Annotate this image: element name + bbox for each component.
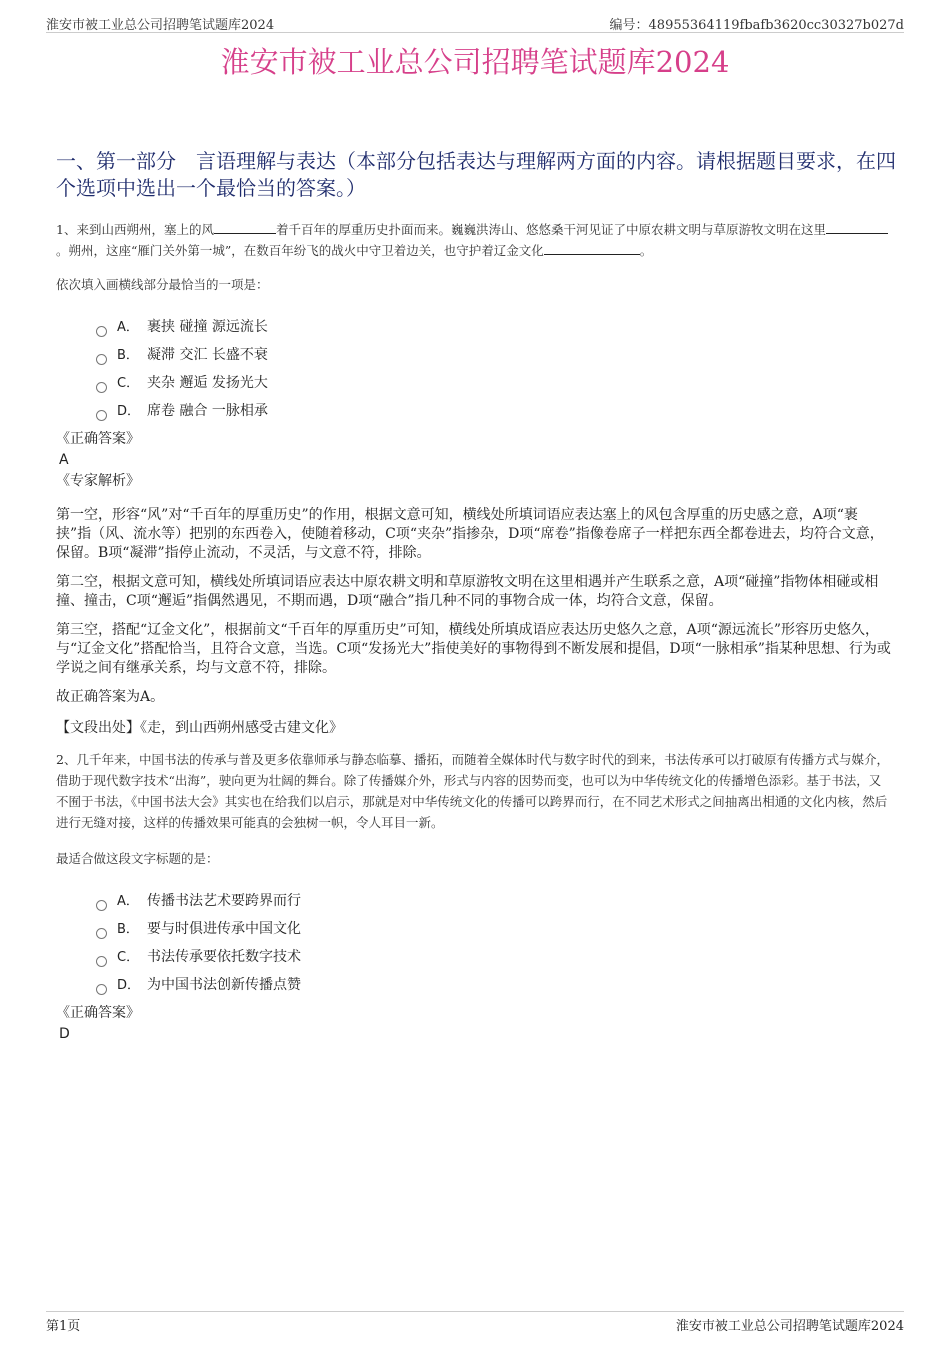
option-a[interactable] (96, 887, 892, 915)
correct-answer-label: 《正确答案》 (56, 1005, 140, 1021)
radio-icon[interactable] (96, 984, 107, 995)
option-text: 席卷 融合 一脉相承 (147, 403, 268, 419)
page-footer (46, 1311, 904, 1334)
radio-icon[interactable] (96, 956, 107, 967)
question-2-options (96, 887, 892, 999)
option-text: 凝滞 交汇 长盛不衰 (147, 347, 268, 363)
analysis-paragraph: 第二空，根据文意可知，横线处所填词语应表达中原农耕文明和草原游牧文明在这里相遇并产生联系之意，A项“碰撞”指物体相碰或相撞、撞击，C项“邂逅”指偶然遇见，不期而遇，D项“融合”指几种不同的事物合成一体，均符合文意，保留。 (56, 574, 879, 609)
option-text: 夹杂 邂逅 发扬光大 (147, 375, 268, 391)
option-text: 要与时俱进传承中国文化 (147, 921, 301, 937)
option-letter: B． (117, 922, 139, 937)
page-title: 淮安巿被工业总公司招聘笔试题库2024 (220, 45, 730, 79)
radio-icon[interactable] (96, 928, 107, 939)
passage-source: 【文段出处】《走，到山西朔州感受古建文化》 (56, 720, 343, 736)
question-2-prompt: 最适合做这段文字标题的是： (56, 851, 219, 866)
header-title: 淮安巿被工业总公司招聘笔试题库2024 (46, 18, 275, 33)
radio-icon[interactable] (96, 900, 107, 911)
page-header (46, 14, 904, 33)
fill-blank-1 (214, 219, 276, 234)
option-text: 书法传承要依托数字技术 (147, 949, 301, 965)
fill-blank-3 (544, 240, 640, 255)
q1-text-part: 。 (639, 243, 653, 258)
option-letter: B． (117, 348, 139, 363)
correct-answer: A (59, 452, 69, 468)
document-number: 编号：48955364119fbafb3620cc30327b027d (609, 18, 904, 33)
question-2-text: 2、几千年来，中国书法的传承与普及更多依靠师承与静态临摹、播拓，而随着全媒体时代与数字时代的到来，书法传承可以打破原有传播方式与媒介，借助于现代数字技术“出海”，驶向更为壮阔的舞台。除了传播媒介外，形式与内容的因势而变，也可以为中华传统文化的传播增色添彩。基于书法，又不囿于书法，《中国书法大会》其实也在给我们以启示，那就是对中华传统文化的传播可以跨界而行，在不同艺术形式之间抽离出相通的文化内核，然后进行无缝对接，这样的传播效果可能真的会独树一帜，令人耳目一新。 (56, 752, 889, 830)
correct-answer-label: 《正确答案》 (56, 431, 140, 447)
radio-icon[interactable] (96, 354, 107, 365)
radio-icon[interactable] (96, 326, 107, 337)
option-b[interactable] (96, 915, 892, 943)
question-1-text (56, 219, 892, 261)
option-letter: C． (117, 376, 140, 391)
fill-blank-2 (826, 219, 888, 234)
option-c[interactable] (96, 369, 892, 397)
option-letter: A． (117, 320, 139, 335)
expert-analysis-label: 《专家解析》 (56, 473, 140, 489)
option-letter: D． (117, 978, 141, 993)
q1-text-part: 1、来到山西朔州，塞上的风 (56, 222, 214, 237)
section-heading: 一、第一部分 言语理解与表达（本部分包括表达与理解两方面的内容。请根据题目要求，在四个选项中选出一个最恰当的答案。） (56, 149, 896, 200)
analysis-paragraph: 第一空，形容“风”对“千百年的厚重历史”的作用，根据文意可知，横线处所填词语应表达塞上的风包含厚重的历史感之意，A项“裹挟”指（风、流水等）把别的东西卷入，使随着移动，C项“夹杂”指掺杂，D项“席卷”指像卷席子一样把东西全都卷进去，均符合文意，保留。B项“凝滞”指停止流动，不灵活，与文意不符，排除。 (56, 507, 884, 561)
option-d[interactable] (96, 971, 892, 999)
option-d[interactable] (96, 397, 892, 425)
radio-icon[interactable] (96, 410, 107, 421)
option-text: 传播书法艺术要跨界而行 (147, 893, 301, 909)
q1-text-part: 着千百年的厚重历史扑面而来。巍巍洪涛山、悠悠桑干河见证了中原农耕文明与草原游牧文明在这里 (275, 222, 826, 237)
analysis-conclusion: 故正确答案为A。 (56, 689, 165, 705)
main-content (56, 219, 892, 1045)
q1-text-part: 。朔州，这座“雁门关外第一城”，在数百年纷飞的战火中守卫着边关，也守护着辽金文化 (56, 243, 544, 258)
option-text: 裹挟 碰撞 源远流长 (147, 319, 268, 335)
option-c[interactable] (96, 943, 892, 971)
question-1-prompt: 依次填入画横线部分最恰当的一项是： (56, 277, 269, 292)
option-text: 为中国书法创新传播点赞 (147, 977, 301, 993)
option-letter: D． (117, 404, 141, 419)
option-letter: A． (117, 894, 139, 909)
analysis-paragraph: 第三空，搭配“辽金文化”，根据前文“千百年的厚重历史”可知，横线处所填成语应表达历史悠久之意，A项“源远流长”形容历史悠久，与“辽金文化”搭配恰当，且符合文意，当选。C项“发扬光大”指使美好的事物得到不断发展和提倡，D项“一脉相承”指某种思想、行为或学说之间有继承关系，均与文意不符，排除。 (56, 622, 891, 676)
option-a[interactable] (96, 313, 892, 341)
radio-icon[interactable] (96, 382, 107, 393)
option-letter: C． (117, 950, 140, 965)
correct-answer: D (59, 1026, 70, 1042)
option-b[interactable] (96, 341, 892, 369)
page-number: 第1页 (46, 1319, 81, 1334)
question-1-options (96, 313, 892, 425)
footer-title: 淮安巿被工业总公司招聘笔试题库2024 (675, 1319, 904, 1334)
